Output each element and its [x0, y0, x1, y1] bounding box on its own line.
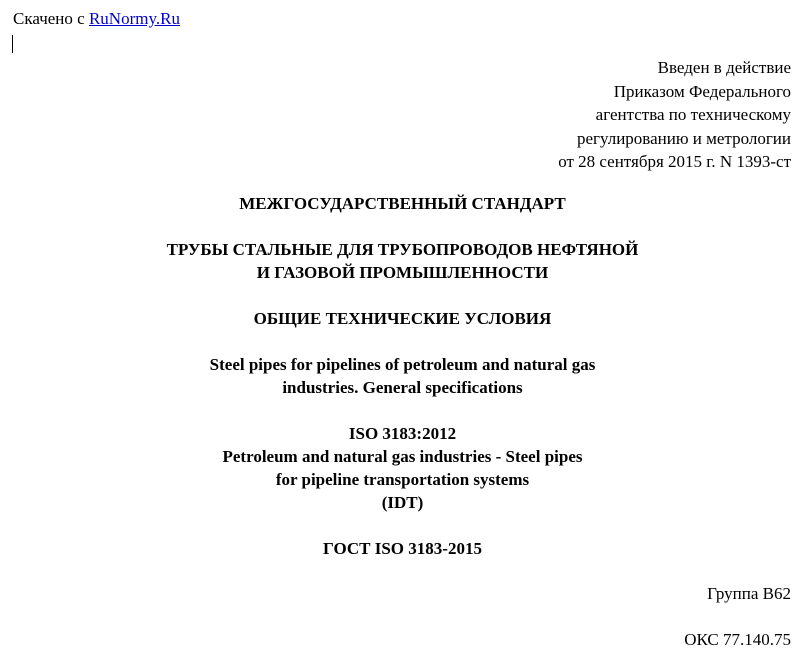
- iso-title-line: for pipeline transportation systems: [275, 470, 530, 489]
- standard-category: [0, 192, 799, 215]
- title-en-line: Steel pipes for pipelines of petroleum and natural gas: [209, 355, 596, 374]
- enactment-line: от 28 сентября 2015 г. N 1393-ст: [558, 152, 791, 171]
- iso-number: ISO 3183:2012: [348, 424, 457, 443]
- gost-number: [0, 537, 799, 560]
- title-ru-line: И ГАЗОВОЙ ПРОМЫШЛЕННОСТИ: [256, 263, 549, 282]
- title-en-line: industries. General specifications: [282, 378, 523, 397]
- source-line: [13, 9, 180, 29]
- source-prefix: Скачено с: [13, 9, 85, 28]
- title-en: [0, 353, 799, 399]
- runormy-link[interactable]: RuNormy.Ru: [88, 9, 180, 28]
- gost-text: ГОСТ ISO 3183-2015: [323, 539, 482, 558]
- category-text: МЕЖГОСУДАРСТВЕННЫЙ СТАНДАРТ: [239, 194, 566, 213]
- text-cursor: [12, 35, 13, 53]
- group-code: Группа В62: [707, 584, 791, 603]
- subtitle-ru-text: ОБЩИЕ ТЕХНИЧЕСКИЕ УСЛОВИЯ: [253, 309, 552, 328]
- oks-code: ОКС 77.140.75: [684, 630, 791, 649]
- enactment-line: Приказом Федерального: [613, 81, 791, 101]
- title-ru: [0, 238, 799, 284]
- enactment-line: регулированию и метрологии: [576, 128, 791, 148]
- subtitle-ru: [0, 307, 799, 330]
- iso-block: [0, 422, 799, 514]
- title-ru-line: ТРУБЫ СТАЛЬНЫЕ ДЛЯ ТРУБОПРОВОДОВ НЕФТЯНОЙ: [166, 240, 639, 259]
- enactment-line: Введен в действие: [657, 58, 791, 77]
- iso-title-line: Petroleum and natural gas industries - Steel pipes: [222, 447, 583, 466]
- enactment-block: [371, 56, 791, 174]
- enactment-line: агентства по техническому: [595, 105, 791, 124]
- iso-degree: (IDT): [381, 493, 424, 512]
